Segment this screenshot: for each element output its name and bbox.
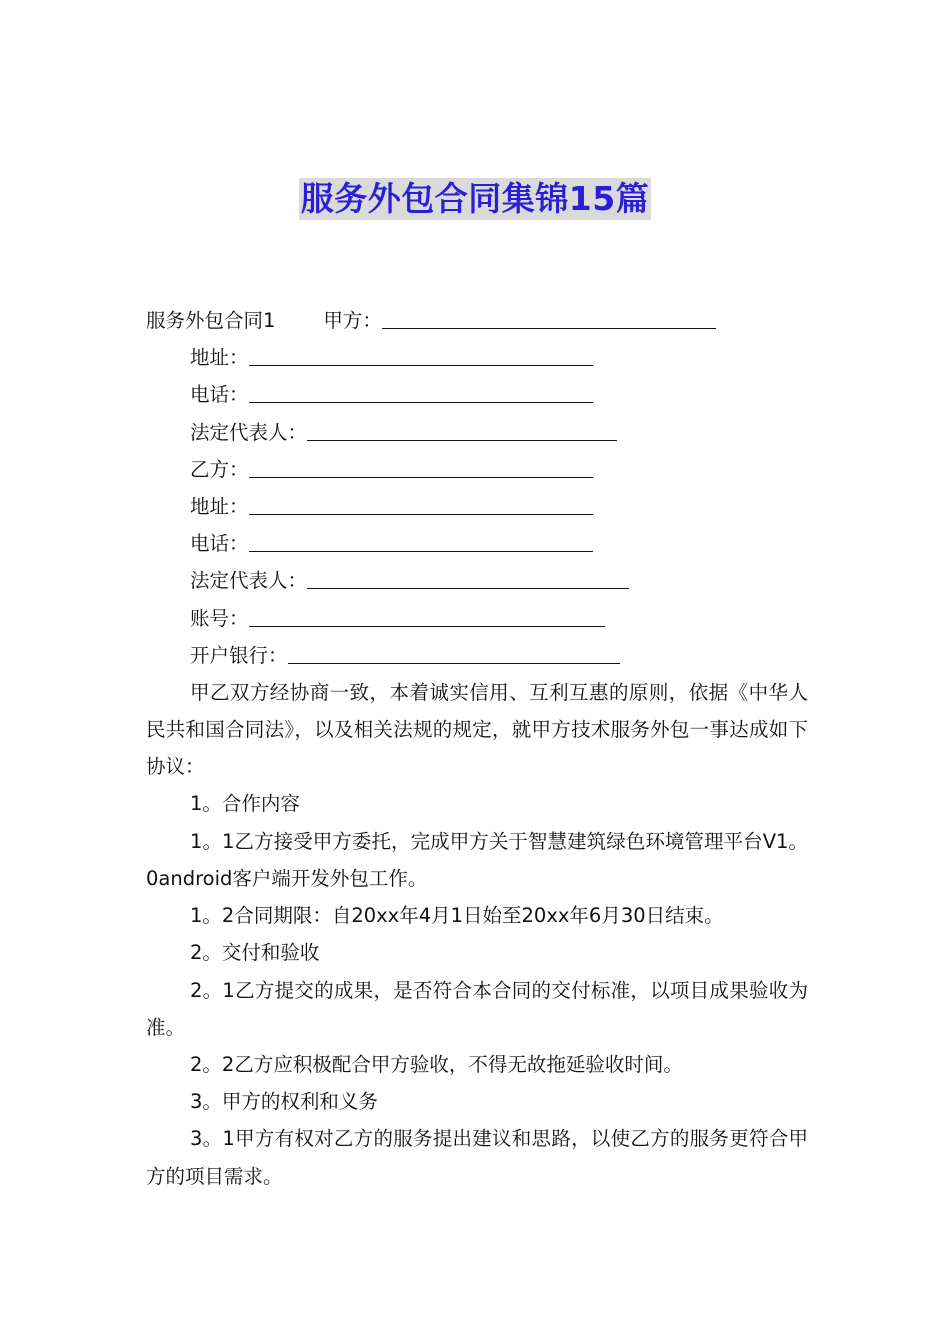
fill-blank[interactable] [249, 494, 593, 515]
fill-blank[interactable] [288, 643, 620, 664]
paragraph: 甲乙双方经协商一致，本着诚实信用、互利互惠的原则，依据《中华人民共和国合同法》，以及相关法规的规定，就甲方技术服务外包一事达成如下协议： [146, 680, 808, 779]
field-label: 开户银行： [190, 643, 288, 667]
field-line [146, 339, 808, 376]
field-line [146, 451, 808, 488]
field-label: 账号： [190, 606, 249, 630]
field-label: 地址： [190, 494, 249, 518]
paragraph: 2。2乙方应积极配合甲方验收，不得无故拖延验收时间。 [190, 1052, 683, 1076]
field-line [146, 525, 808, 562]
document-body [146, 302, 808, 1195]
party-a-line [146, 302, 808, 339]
field-label: 地址： [190, 346, 249, 370]
field-line [146, 376, 808, 413]
fill-blank[interactable] [249, 606, 605, 627]
section-heading-1: 1。合作内容 [190, 792, 300, 816]
field-label: 乙方： [190, 457, 249, 481]
fill-blank[interactable] [249, 531, 593, 552]
fill-blank[interactable] [249, 345, 593, 366]
field-label: 电话： [190, 532, 249, 556]
field-line [146, 488, 808, 525]
field-line [146, 414, 808, 451]
paragraph: 3。1甲方有权对乙方的服务提出建议和思路，以使乙方的服务更符合甲方的项目需求。 [146, 1127, 808, 1188]
section-heading: 服务外包合同1 [146, 309, 276, 332]
fill-blank[interactable] [249, 457, 593, 478]
field-label: 电话： [190, 383, 249, 407]
field-label: 法定代表人： [190, 569, 308, 593]
paragraph: 1。2合同期限：自20xx年4月1日始至20xx年6月30日结束。 [190, 904, 724, 928]
party-a-blank[interactable] [382, 308, 716, 329]
section-heading-3: 3。甲方的权利和义务 [190, 1090, 378, 1114]
fill-blank[interactable] [307, 420, 617, 441]
paragraph: 2。1乙方提交的成果，是否符合本合同的交付标准，以项目成果验收为准。 [146, 978, 808, 1039]
document-title-wrapper [0, 178, 950, 222]
party-a-label: 甲方： [323, 309, 382, 332]
field-label: 法定代表人： [190, 420, 308, 444]
document-title: 服务外包合同集锦15篇 [300, 179, 650, 218]
paragraph: 1。1乙方接受甲方委托，完成甲方关于智慧建筑绿色环境管理平台V1。0android客户端开发外包工作。 [146, 829, 808, 890]
field-line [146, 600, 808, 637]
field-line [146, 637, 808, 674]
section-heading-2: 2。交付和验收 [190, 941, 320, 965]
fill-blank[interactable] [307, 568, 629, 589]
fill-blank[interactable] [249, 382, 593, 403]
field-line [146, 562, 808, 599]
